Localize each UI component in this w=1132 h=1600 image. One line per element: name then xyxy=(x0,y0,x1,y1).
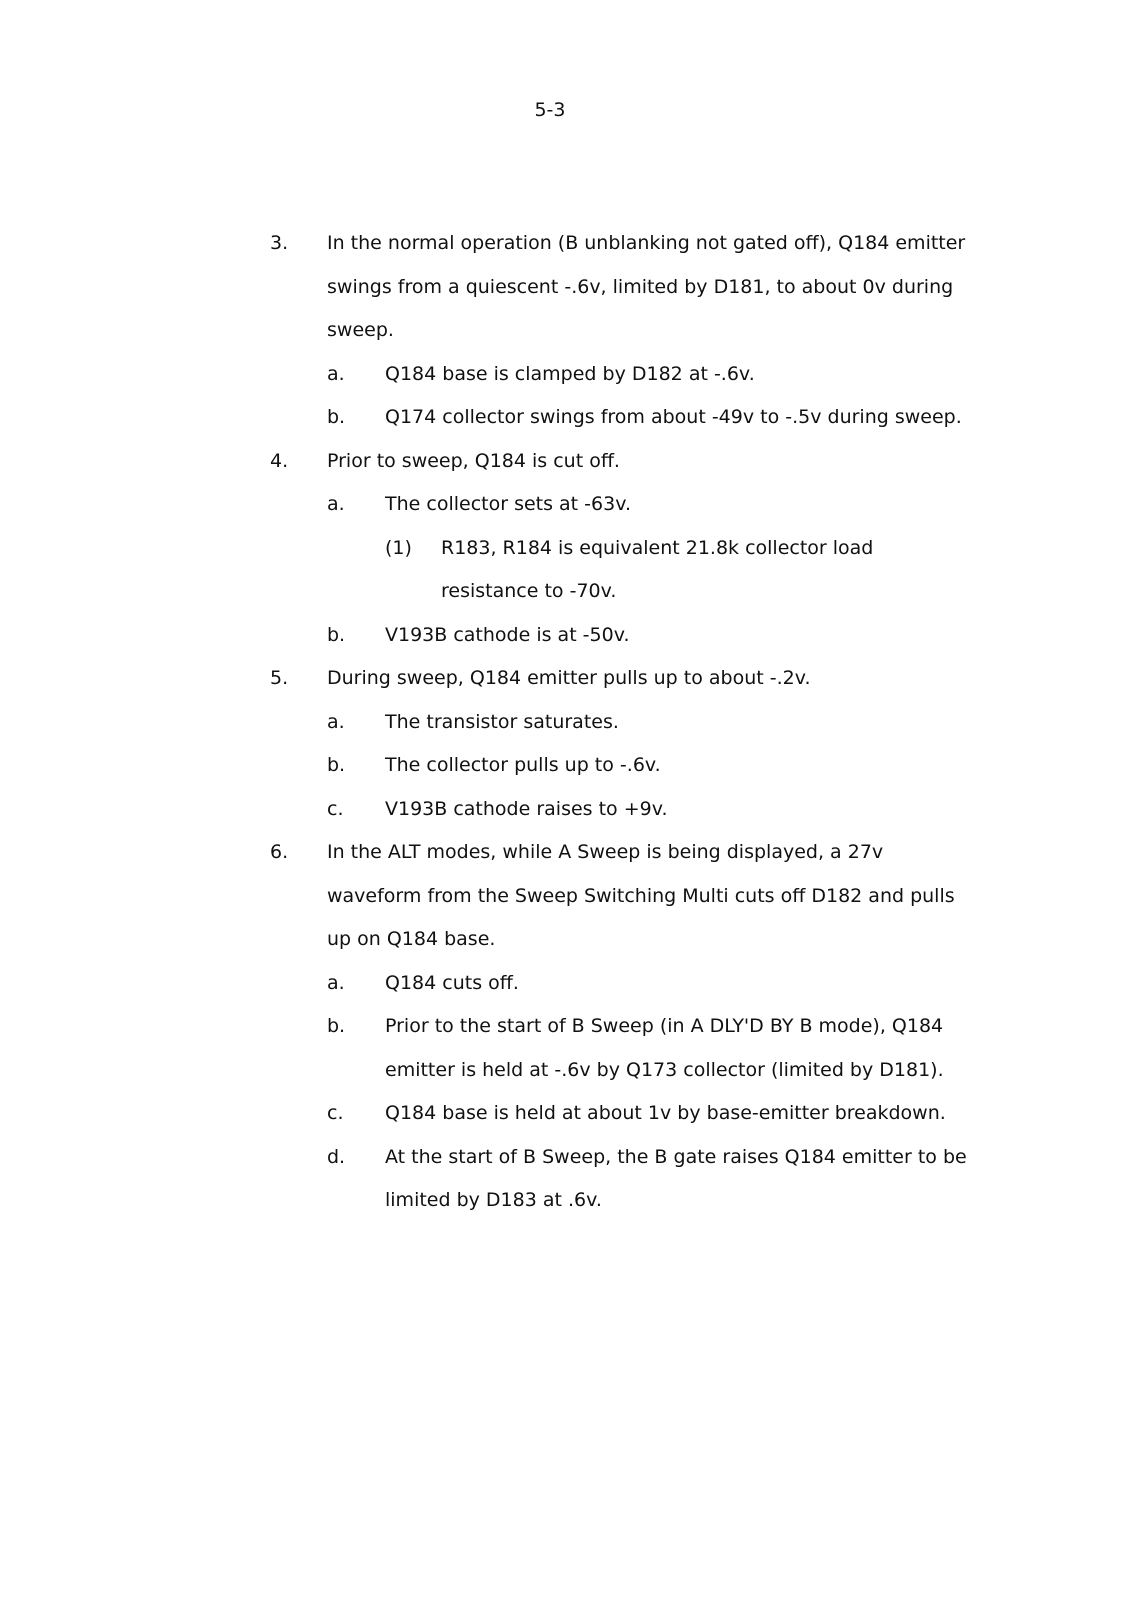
item-text: In the normal operation (B unblanking not gated off), Q184 emitter swings from a quiescent -.6v, limited by D181, to about 0v during sweep. xyxy=(327,232,966,341)
item-marker: d. xyxy=(327,1145,346,1168)
list-item xyxy=(327,744,970,788)
item-marker: b. xyxy=(327,623,346,646)
list-item xyxy=(327,483,970,527)
item-text: Prior to the start of B Sweep (in A DLY'D BY B mode), Q184 emitter is held at -.6v by Q173 collector (limited by D181). xyxy=(385,1015,944,1081)
list-item xyxy=(270,440,970,484)
item-text: In the ALT modes, while A Sweep is being displayed, a 27v waveform from the Sweep Switching Multi cuts off D182 and pulls up on Q184 base. xyxy=(327,841,955,950)
list-item xyxy=(327,353,970,397)
item-text: The collector pulls up to -.6v. xyxy=(385,754,661,776)
list-item xyxy=(270,222,970,353)
outline-list xyxy=(270,222,970,1223)
item-marker: c. xyxy=(327,1102,344,1124)
item-text: Q184 base is held at about 1v by base-emitter breakdown. xyxy=(385,1102,946,1124)
item-marker: a. xyxy=(327,362,345,385)
item-text: During sweep, Q184 emitter pulls up to about -.2v. xyxy=(327,667,811,689)
list-item xyxy=(327,788,970,832)
item-text: V193B cathode is at -50v. xyxy=(385,623,630,646)
item-marker: b. xyxy=(327,754,346,776)
item-marker: a. xyxy=(327,710,345,733)
item-text: V193B cathode raises to +9v. xyxy=(385,797,668,820)
list-item xyxy=(270,657,970,701)
item-marker: a. xyxy=(327,493,345,515)
item-text: The transistor saturates. xyxy=(385,710,619,733)
item-marker: 6. xyxy=(270,841,289,863)
list-item xyxy=(327,1092,970,1136)
item-marker: (1) xyxy=(385,536,412,559)
item-marker: a. xyxy=(327,971,345,994)
list-item xyxy=(327,1005,970,1092)
list-item xyxy=(327,962,970,1006)
item-text: Q184 cuts off. xyxy=(385,971,519,994)
item-text: Q174 collector swings from about -49v to -.5v during sweep. xyxy=(385,406,962,428)
item-marker: b. xyxy=(327,1015,346,1037)
item-marker: 4. xyxy=(270,449,289,472)
item-marker: b. xyxy=(327,406,346,428)
list-item xyxy=(327,396,970,440)
list-item xyxy=(327,701,970,745)
item-text: The collector sets at -63v. xyxy=(385,493,632,515)
page-number: 5-3 xyxy=(534,99,566,121)
item-marker: c. xyxy=(327,797,344,820)
item-text: R183, R184 is equivalent 21.8k collector load resistance to -70v. xyxy=(441,536,874,602)
item-marker: 3. xyxy=(270,232,289,254)
item-text: At the start of B Sweep, the B gate raises Q184 emitter to be limited by D183 at .6v. xyxy=(385,1145,967,1211)
list-item xyxy=(327,614,970,658)
list-item xyxy=(327,1136,970,1223)
item-text: Q184 base is clamped by D182 at -.6v. xyxy=(385,362,755,385)
item-marker: 5. xyxy=(270,667,289,689)
list-item xyxy=(385,527,970,614)
item-text: Prior to sweep, Q184 is cut off. xyxy=(327,449,620,472)
list-item xyxy=(270,831,970,962)
